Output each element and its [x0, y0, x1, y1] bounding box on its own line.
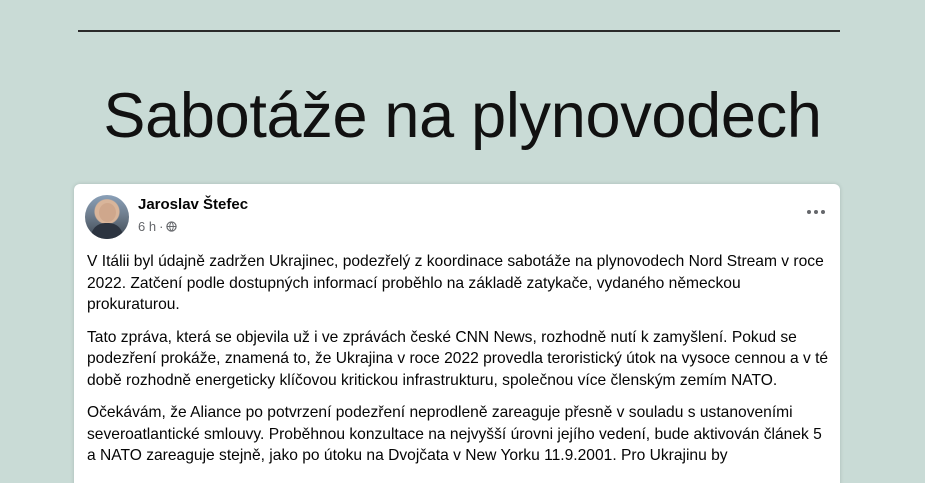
- avatar-face: [99, 203, 116, 222]
- meta-separator: ·: [159, 219, 164, 234]
- facebook-post: [74, 184, 840, 483]
- author-name[interactable]: Jaroslav Štefec: [138, 196, 249, 213]
- avatar-shirt: [91, 223, 123, 239]
- post-paragraph: Očekávám, že Aliance po potvrzení podezření neprodleně zareaguje přesně v souladu s ustanoveními severoatlantické smlouvy. Proběhnou konzultace na nejvyšší úrovni jejího vedení, bude aktivován článek 5 a NATO zareaguje stejně, jako po útoku na Dvojčata v New Yorku 11.9.2001. Pro Ukrajinu by: [87, 404, 822, 464]
- post-meta: [138, 219, 177, 234]
- more-options-button[interactable]: [806, 204, 826, 215]
- author-avatar[interactable]: [85, 195, 129, 239]
- post-time[interactable]: 6 h: [138, 219, 157, 234]
- post-text: [87, 251, 832, 478]
- page-title: Sabotáže na plynovodech: [103, 81, 822, 151]
- globe-icon: [166, 221, 177, 232]
- post-paragraph: V Itálii byl údajně zadržen Ukrajinec, podezřelý z koordinace sabotáže na plynovodech Nord Stream v roce 2022. Zatčení podle dostupných informací proběhlo na základě zatykače, vydaného německou prokuraturou.: [87, 253, 824, 313]
- post-paragraph: Tato zpráva, která se objevila už i ve zprávách české CNN News, rozhodně nutí k zamyšlení. Pokud se podezření prokáže, znamená to, že Ukrajina v roce 2022 provedla teroristický útok na vysoce cennou a v té době rozhodně energeticky klíčovou kritickou infrastrukturu, společnou více členským zemím NATO.: [87, 328, 829, 389]
- more-horizontal-icon: [806, 209, 826, 215]
- top-divider: [78, 30, 840, 32]
